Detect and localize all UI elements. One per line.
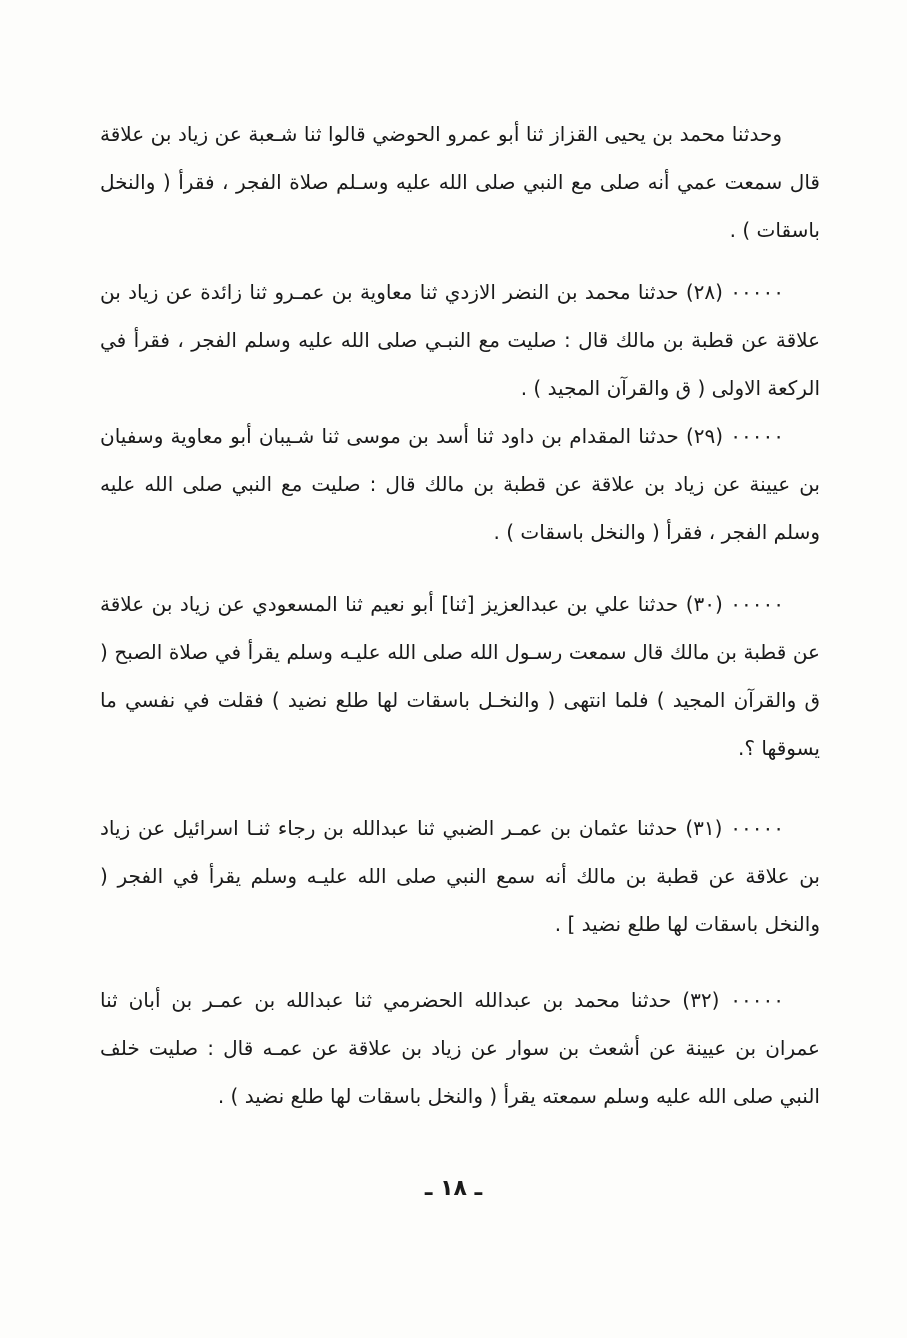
paragraph-hadith-31: ٠٠٠٠٠ (٣١) حدثنا عثمان بن عمـر الضبي ثنا عبدالله بن رجاء ثنـا اسرائيل عن زياد بن علاقة عن قطبة بن مالك أنه سمع النبي صلى الله عليـه وسلم يقرأ في الفجر ( والنخل باسقات لها طلع نضيد ] .: [100, 816, 820, 936]
paragraph-hadith-29: ٠٠٠٠٠ (٢٩) حدثنا المقدام بن داود ثنا أسد بن موسى ثنا شـيبان أبو معاوية وسفيان بن عيينة عن زياد بن علاقة عن قطبة بن مالك قال : صليت مع النبي صلى الله عليه وسلم الفجر ، فقرأ ( والنخل باسقات ) .: [100, 424, 820, 544]
paragraph-hadith-32: ٠٠٠٠٠ (٣٢) حدثنا محمد بن عبدالله الحضرمي ثنا عبدالله بن عمـر بن أبان ثنا عمران بن عيينة عن أشعث بن سوار عن زياد بن علاقة عن عمـه قال : صليت خلف النبي صلى الله عليه وسلم سمعته يقرأ ( والنخل باسقات لها طلع نضيد ) .: [100, 988, 820, 1108]
paragraph-hadith-28: ٠٠٠٠٠ (٢٨) حدثنا محمد بن النضر الازدي ثنا معاوية بن عمـرو ثنا زائدة عن زياد بن علاقة عن قطبة بن مالك قال : صليت مع النبـي صلى الله عليه وسلم الفجر ، فقرأ في الركعة الاولى ( ق والقرآن المجيد ) .: [100, 280, 820, 400]
paragraph-1: وحدثنا محمد بن يحيى القزاز ثنا أبو عمرو الحوضي قالوا ثنا شـعبة عن زياد بن علاقة قال سمعت عمي أنه صلى مع النبي صلى الله عليه وسـلم صلاة الفجر ، فقرأ ( والنخل باسقات ) .: [100, 122, 820, 242]
page-number: ـ ١٨ ـ: [424, 1176, 483, 1201]
paragraph-hadith-30: ٠٠٠٠٠ (٣٠) حدثنا علي بن عبدالعزيز [ثنا] أبو نعيم ثنا المسعودي عن زياد بن علاقة عن قطبة بن مالك قال سمعت رسـول الله صلى الله عليـه وسلم يقرأ في صلاة الصبح ( ق والقرآن المجيد ) فلما انتهى ( والنخـل باسقات لها طلع نضيد ) فقلت في نفسي ما يسوقها ؟.: [100, 592, 820, 760]
document-page: [100, 110, 820, 1120]
